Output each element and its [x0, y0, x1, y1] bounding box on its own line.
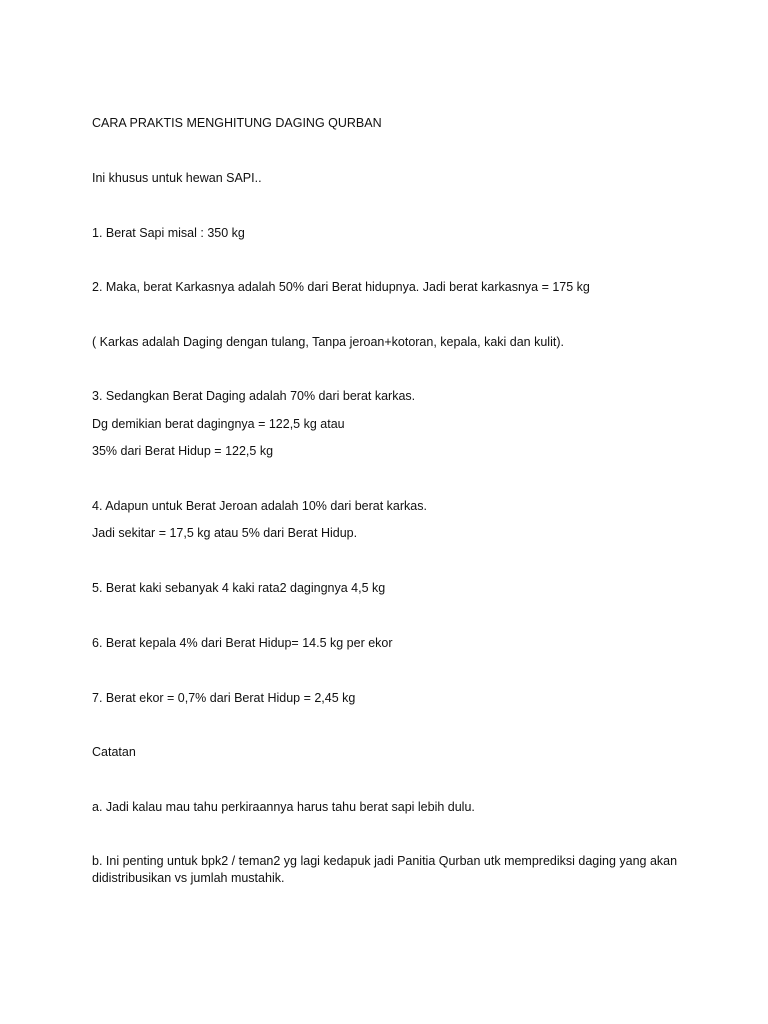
item-2: 2. Maka, berat Karkasnya adalah 50% dari Berat hidupnya. Jadi berat karkasnya = 175 kg	[92, 280, 590, 294]
item-5: 5. Berat kaki sebanyak 4 kaki rata2 dagingnya 4,5 kg	[92, 581, 386, 595]
note-a: a. Jadi kalau mau tahu perkiraannya harus tahu berat sapi lebih dulu.	[92, 800, 475, 814]
item-3-line-1: 3. Sedangkan Berat Daging adalah 70% dari berat karkas.	[92, 389, 416, 403]
item-4-line-1: 4. Adapun untuk Berat Jeroan adalah 10% dari berat karkas.	[92, 499, 427, 513]
karkas-note: ( Karkas adalah Daging dengan tulang, Tanpa jeroan+kotoran, kepala, kaki dan kulit).	[92, 335, 564, 349]
item-3-line-2: Dg demikian berat dagingnya = 122,5 kg atau	[92, 417, 345, 431]
item-4-line-2: Jadi sekitar = 17,5 kg atau 5% dari Berat Hidup.	[92, 526, 358, 540]
item-3-line-3: 35% dari Berat Hidup = 122,5 kg	[92, 444, 274, 458]
intro-text: Ini khusus untuk hewan SAPI..	[92, 171, 262, 185]
item-7: 7. Berat ekor = 0,7% dari Berat Hidup = 2,45 kg	[92, 691, 356, 705]
item-1: 1. Berat Sapi misal : 350 kg	[92, 226, 245, 240]
document-title: CARA PRAKTIS MENGHITUNG DAGING QURBAN	[92, 116, 382, 130]
catatan-heading: Catatan	[92, 745, 136, 759]
item-6: 6. Berat kepala 4% dari Berat Hidup= 14.5 kg per ekor	[92, 636, 393, 650]
note-b: b. Ini penting untuk bpk2 / teman2 yg lagi kedapuk jadi Panitia Qurban utk memprediksi daging yang akan didistribusikan vs jumlah mustahik.	[92, 854, 678, 885]
